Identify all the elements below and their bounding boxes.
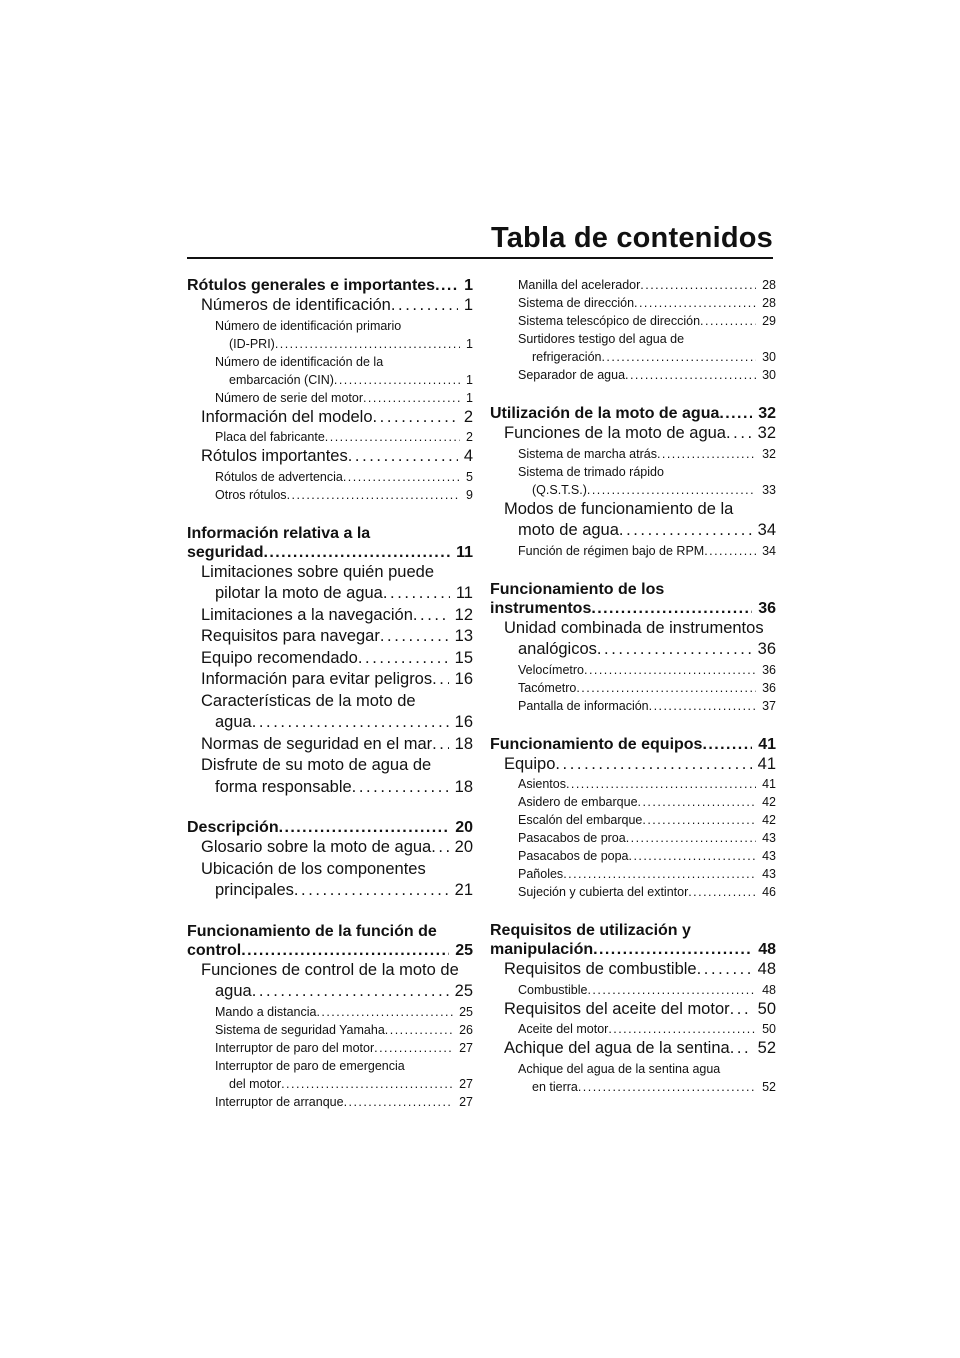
toc-entry-level-3[interactable] xyxy=(490,294,776,312)
toc-entry-text: Limitaciones a la navegación xyxy=(201,605,413,624)
toc-entry-page: 36 xyxy=(762,662,776,677)
toc-entry-page: 25 xyxy=(455,941,473,959)
toc-entry-text: Requisitos de utilización y xyxy=(490,922,691,939)
toc-entry-text: Equipo recomendado xyxy=(201,648,358,667)
dot-leader xyxy=(642,811,756,829)
toc-entry-text: Surtidores testigo del agua de xyxy=(518,332,685,346)
toc-entry-level-3[interactable] xyxy=(490,463,776,499)
dot-leader xyxy=(380,626,449,648)
toc-entry-text: en tierra xyxy=(532,1079,578,1094)
toc-entry-level-2[interactable] xyxy=(187,837,473,859)
toc-entry-text: Requisitos de combustible xyxy=(504,960,697,978)
dot-leader xyxy=(275,335,460,353)
toc-column-left xyxy=(187,276,473,1111)
toc-entry-text: Pañoles xyxy=(518,867,564,881)
toc-entry-level-3[interactable] xyxy=(187,486,473,504)
toc-entry-text: Requisitos para navegar xyxy=(201,627,380,645)
toc-entry-level-2[interactable] xyxy=(490,959,776,981)
toc-entry-level-1[interactable] xyxy=(490,921,776,959)
toc-entry-page: 48 xyxy=(758,941,776,958)
toc-entry-level-1[interactable] xyxy=(187,922,473,960)
dot-leader xyxy=(334,371,460,389)
toc-entry-level-3[interactable] xyxy=(187,428,473,446)
toc-entry-level-2[interactable] xyxy=(187,605,473,627)
toc-entry-page: 28 xyxy=(762,296,776,310)
toc-entry-page: 26 xyxy=(459,1022,473,1037)
toc-entry-text: Achique del agua de la sentina xyxy=(504,1039,730,1057)
toc-entry-level-3[interactable] xyxy=(490,793,776,811)
dot-leader xyxy=(563,865,756,883)
toc-entry-page: 15 xyxy=(454,648,473,667)
toc-entry-level-2[interactable] xyxy=(490,999,776,1021)
dot-leader xyxy=(279,818,450,837)
toc-entry-level-3[interactable] xyxy=(490,811,776,829)
toc-entry-page: 36 xyxy=(762,680,776,695)
toc-entry-page: 34 xyxy=(762,543,776,558)
toc-entry-level-3[interactable] xyxy=(490,312,776,330)
toc-entry-text: analógicos xyxy=(518,640,597,658)
dot-leader xyxy=(294,880,449,902)
toc-entry-page: 41 xyxy=(757,754,776,773)
toc-entry-level-2[interactable] xyxy=(187,407,473,429)
toc-entry-text: Aceite del motor xyxy=(518,1022,609,1036)
toc-entry-text: Número de serie del motor xyxy=(215,390,363,405)
toc-entry-text: control xyxy=(187,941,242,959)
toc-entry-level-2[interactable] xyxy=(187,562,473,605)
toc-entry-text: agua xyxy=(215,982,252,1000)
toc-entry-page: 9 xyxy=(466,487,473,502)
toc-entry-page: 43 xyxy=(762,867,776,881)
toc-entry-page: 43 xyxy=(762,831,776,845)
dot-leader xyxy=(578,1078,756,1096)
toc-entry-level-3[interactable] xyxy=(187,468,473,486)
toc-entry-page: 52 xyxy=(757,1039,776,1057)
section-gap xyxy=(490,715,776,735)
toc-entry-level-2[interactable] xyxy=(187,446,473,468)
toc-entry-page: 43 xyxy=(762,849,776,863)
toc-entry-level-2[interactable] xyxy=(187,734,473,756)
toc-entry-page: 46 xyxy=(762,885,776,899)
toc-entry-level-3[interactable] xyxy=(490,1020,776,1038)
toc-entry-text: Funcionamiento de la función de xyxy=(187,922,437,940)
dot-leader xyxy=(657,445,756,463)
toc-entry-level-3[interactable] xyxy=(490,697,776,715)
dot-leader xyxy=(626,829,756,847)
title-rule xyxy=(187,257,773,259)
dot-leader xyxy=(432,734,449,756)
dot-leader xyxy=(649,697,756,715)
toc-entry-page: 1 xyxy=(463,296,473,314)
toc-entry-text: Pasacabos de popa xyxy=(518,849,629,863)
toc-entry-page: 34 xyxy=(757,521,776,539)
dot-leader xyxy=(591,599,752,618)
toc-entry-text: Escalón del embarque xyxy=(518,813,643,827)
toc-entry-page: 29 xyxy=(762,314,776,328)
dot-leader xyxy=(593,940,752,959)
toc-entry-level-2[interactable] xyxy=(187,859,473,902)
toc-entry-text: Asidero de embarque xyxy=(518,795,638,809)
toc-entry-text: moto de agua xyxy=(518,521,619,539)
dot-leader xyxy=(625,366,756,384)
toc-entry-text: Función de régimen bajo de RPM xyxy=(518,543,705,558)
section-gap xyxy=(187,504,473,524)
toc-entry-level-2[interactable] xyxy=(187,648,473,670)
toc-entry-page: 36 xyxy=(757,640,776,658)
toc-entry-text: Modos de funcionamiento de la xyxy=(504,499,734,518)
toc-entry-level-3[interactable] xyxy=(187,389,473,407)
toc-entry-level-3[interactable] xyxy=(490,829,776,847)
toc-entry-text: Asientos xyxy=(518,777,566,791)
toc-entry-text: Funciones de la moto de agua xyxy=(504,424,726,442)
toc-entry-level-3[interactable] xyxy=(490,775,776,793)
toc-entry-page: 37 xyxy=(762,698,776,713)
toc-entry-text: Pantalla de información xyxy=(518,698,649,713)
dot-leader xyxy=(587,981,756,999)
toc-entry-text: Información del modelo xyxy=(201,407,373,426)
toc-entry-text: principales xyxy=(215,881,294,899)
dot-leader xyxy=(608,1020,756,1038)
toc-entry-level-3[interactable] xyxy=(490,883,776,901)
dot-leader xyxy=(700,312,756,330)
toc-entry-level-2[interactable] xyxy=(187,626,473,648)
dot-leader xyxy=(730,999,752,1021)
toc-entry-page: 30 xyxy=(762,350,776,364)
dot-leader xyxy=(566,775,756,793)
toc-entry-page: 2 xyxy=(463,407,473,426)
dot-leader xyxy=(263,543,450,562)
toc-entry-page: 21 xyxy=(454,881,473,899)
toc-entry-level-3[interactable] xyxy=(187,1003,473,1021)
toc-entry-page: 36 xyxy=(758,599,776,617)
toc-entry-text: Otros rótulos xyxy=(215,487,287,502)
section-gap xyxy=(490,901,776,921)
toc-entry-text: Velocímetro xyxy=(518,662,585,677)
toc-entry-level-2[interactable] xyxy=(490,618,776,661)
toc-entry-level-3[interactable] xyxy=(187,1021,473,1039)
toc-entry-page: 16 xyxy=(454,670,473,688)
toc-entry-level-3[interactable] xyxy=(490,847,776,865)
toc-entry-text: Unidad combinada de instrumentos xyxy=(504,618,764,637)
dot-leader xyxy=(383,583,450,605)
toc-entry-page: 18 xyxy=(454,734,473,753)
dot-leader xyxy=(325,428,460,446)
dot-leader xyxy=(358,648,449,670)
dot-leader xyxy=(634,294,756,312)
dot-leader xyxy=(374,1039,453,1057)
toc-entry-page: 1 xyxy=(466,372,473,387)
dot-leader xyxy=(688,883,756,901)
toc-entry-page: 48 xyxy=(757,960,776,978)
toc-entry-text: Información para evitar peligros xyxy=(201,670,433,688)
dot-leader xyxy=(640,276,756,294)
toc-entry-page: 20 xyxy=(454,838,473,856)
toc-entry-page: 27 xyxy=(459,1076,473,1091)
dot-leader xyxy=(432,669,449,691)
dot-leader xyxy=(638,793,757,811)
toc-entry-level-1[interactable] xyxy=(187,276,473,295)
toc-entry-page: 1 xyxy=(466,336,473,351)
toc-entry-text: Interruptor de arranque xyxy=(215,1094,344,1109)
toc-entry-level-3[interactable] xyxy=(490,661,776,679)
toc-entry-level-2[interactable] xyxy=(187,295,473,317)
toc-entry-page: 32 xyxy=(758,405,776,422)
dot-leader xyxy=(555,754,751,776)
dot-leader xyxy=(702,735,752,754)
toc-entry-level-1[interactable] xyxy=(490,580,776,618)
dot-leader xyxy=(385,1021,453,1039)
toc-entry-level-3[interactable] xyxy=(187,1093,473,1111)
toc-entry-text: Separador de agua xyxy=(518,368,626,382)
toc-entry-level-2[interactable] xyxy=(187,960,473,1003)
toc-entry-level-3[interactable] xyxy=(490,865,776,883)
toc-entry-text: Funcionamiento de equipos xyxy=(490,735,703,753)
toc-entry-page: 4 xyxy=(463,447,473,465)
toc-entry-level-2[interactable] xyxy=(490,499,776,542)
dot-leader xyxy=(704,542,756,560)
toc-column-right xyxy=(490,276,776,1096)
toc-entry-text: Sistema de trimado rápido xyxy=(518,464,664,479)
toc-entry-page: 20 xyxy=(455,819,473,836)
toc-entry-text: Equipo xyxy=(504,754,556,773)
toc-entry-level-1[interactable] xyxy=(187,818,473,837)
toc-entry-text: embarcación (CIN) xyxy=(229,372,334,387)
toc-entry-page: 30 xyxy=(762,368,776,382)
toc-entry-level-2[interactable] xyxy=(490,754,776,776)
dot-leader xyxy=(391,295,458,317)
toc-entry-level-3[interactable] xyxy=(490,445,776,463)
section-gap xyxy=(490,384,776,404)
toc-entry-text: Sistema de seguridad Yamaha xyxy=(215,1022,385,1037)
dot-leader xyxy=(344,1093,454,1111)
toc-entry-page: 52 xyxy=(762,1079,776,1094)
toc-entry-text: agua xyxy=(215,713,252,731)
toc-entry-level-1[interactable] xyxy=(490,735,776,754)
toc-entry-text: Sistema telescópico de dirección xyxy=(518,314,701,328)
toc-entry-text: Interruptor de paro de emergencia xyxy=(215,1058,405,1073)
dot-leader xyxy=(413,605,449,627)
dot-leader xyxy=(435,276,458,295)
dot-leader xyxy=(316,1003,453,1021)
toc-entry-text: Disfrute de su moto de agua de xyxy=(201,756,432,774)
dot-leader xyxy=(719,404,752,423)
toc-entry-text: Limitaciones sobre quién puede xyxy=(201,562,434,581)
toc-entry-page: 41 xyxy=(758,735,776,753)
toc-entry-text: Pasacabos de proa xyxy=(518,831,626,845)
toc-entry-page: 25 xyxy=(459,1004,473,1019)
toc-entry-level-3[interactable] xyxy=(187,1039,473,1057)
toc-entry-level-3[interactable] xyxy=(490,542,776,560)
section-gap xyxy=(187,902,473,922)
toc-entry-page: 13 xyxy=(454,627,473,645)
dot-leader xyxy=(343,468,460,486)
toc-entry-page: 11 xyxy=(456,543,473,561)
toc-entry-text: Rótulos generales e importantes xyxy=(187,277,436,294)
toc-entry-text: Placa del fabricante xyxy=(215,430,325,444)
toc-entry-page: 27 xyxy=(459,1040,473,1055)
dot-leader xyxy=(348,446,458,468)
toc-entry-text: Funcionamiento de los xyxy=(490,580,665,598)
toc-entry-text: Información relativa a la xyxy=(187,524,371,542)
toc-entry-text: Mando a distancia xyxy=(215,1004,317,1019)
toc-entry-page: 41 xyxy=(762,777,776,791)
dot-leader xyxy=(597,639,752,661)
toc-entry-text: manipulación xyxy=(490,941,594,958)
toc-entry-text: Ubicación de los componentes xyxy=(201,859,426,878)
toc-entry-page: 25 xyxy=(454,982,473,1000)
dot-leader xyxy=(726,423,752,445)
toc-entry-level-3[interactable] xyxy=(187,353,473,389)
toc-entry-level-2[interactable] xyxy=(490,1038,776,1060)
toc-entry-text: Manilla del acelerador xyxy=(518,278,641,292)
dot-leader xyxy=(252,712,449,734)
toc-entry-page: 28 xyxy=(762,278,776,292)
toc-entry-page: 18 xyxy=(454,777,473,796)
dot-leader xyxy=(431,837,448,859)
toc-entry-page: 32 xyxy=(762,446,776,461)
toc-entry-page: 11 xyxy=(455,584,473,602)
toc-entry-level-2[interactable] xyxy=(490,423,776,445)
toc-entry-text: Tacómetro xyxy=(518,680,577,695)
toc-entry-text: Características de la moto de xyxy=(201,691,416,710)
dot-leader xyxy=(252,981,449,1003)
toc-entry-text: Sistema de marcha atrás xyxy=(518,446,657,461)
dot-leader xyxy=(629,847,757,865)
toc-entry-level-1[interactable] xyxy=(490,404,776,423)
toc-entry-text: Requisitos del aceite del motor xyxy=(504,999,730,1018)
toc-entry-text: Utilización de la moto de agua xyxy=(490,405,720,422)
toc-entry-level-1[interactable] xyxy=(187,524,473,562)
toc-entry-level-3[interactable] xyxy=(490,981,776,999)
toc-entry-level-3[interactable] xyxy=(490,679,776,697)
toc-entry-page: 1 xyxy=(466,390,473,405)
dot-leader xyxy=(697,959,752,981)
toc-entry-page: 12 xyxy=(454,605,473,624)
toc-entry-level-3[interactable] xyxy=(490,1060,776,1096)
toc-entry-text: (ID-PRI) xyxy=(229,336,275,351)
toc-entry-text: Descripción xyxy=(187,819,279,836)
toc-entry-page: 50 xyxy=(762,1022,776,1036)
toc-entry-text: Sistema de dirección xyxy=(518,296,635,310)
page-title: Tabla de contenidos xyxy=(490,222,773,254)
dot-leader xyxy=(281,1075,453,1093)
dot-leader xyxy=(576,679,756,697)
toc-entry-level-3[interactable] xyxy=(490,330,776,366)
toc-entry-page: 1 xyxy=(464,277,473,294)
dot-leader xyxy=(584,661,756,679)
toc-entry-level-2[interactable] xyxy=(187,669,473,691)
toc-entry-page: 50 xyxy=(757,999,776,1018)
toc-entry-text: del motor xyxy=(229,1076,282,1091)
toc-entry-text: forma responsable xyxy=(215,777,352,796)
dot-leader xyxy=(619,520,752,542)
dot-leader xyxy=(730,1038,752,1060)
toc-entry-page: 16 xyxy=(454,713,473,731)
toc-entry-level-2[interactable] xyxy=(187,755,473,798)
toc-entry-text: (Q.S.T.S.) xyxy=(532,482,587,497)
dot-leader xyxy=(241,941,449,960)
toc-entry-text: Glosario sobre la moto de agua xyxy=(201,838,432,856)
toc-entry-text: Rótulos de advertencia xyxy=(215,469,343,484)
toc-entry-text: Normas de seguridad en el mar xyxy=(201,734,433,753)
toc-entry-text: Achique del agua de la sentina agua xyxy=(518,1061,721,1076)
toc-entry-level-3[interactable] xyxy=(187,1057,473,1093)
toc-entry-text: Combustible xyxy=(518,982,588,997)
toc-entry-text: Números de identificación xyxy=(201,296,391,314)
dot-leader xyxy=(352,777,449,799)
toc-entry-page: 33 xyxy=(762,482,776,497)
toc-entry-level-2[interactable] xyxy=(187,691,473,734)
toc-entry-page: 48 xyxy=(762,982,776,997)
toc-entry-text: Interruptor de paro del motor xyxy=(215,1040,375,1055)
dot-leader xyxy=(373,407,458,429)
section-gap xyxy=(490,560,776,580)
toc-entry-page: 27 xyxy=(459,1094,473,1109)
toc-entry-text: seguridad xyxy=(187,543,264,561)
toc-entry-text: instrumentos xyxy=(490,599,592,617)
dot-leader xyxy=(587,481,756,499)
toc-entry-text: Sujeción y cubierta del extintor xyxy=(518,885,689,899)
toc-entry-text: pilotar la moto de agua xyxy=(215,584,383,602)
toc-entry-text: refrigeración xyxy=(532,350,602,364)
toc-entry-text: Número de identificación de la xyxy=(215,354,384,369)
toc-entry-page: 2 xyxy=(466,430,473,444)
toc-entry-page: 32 xyxy=(757,424,776,442)
toc-entry-page: 42 xyxy=(762,813,776,827)
toc-entry-level-3[interactable] xyxy=(187,317,473,353)
toc-entry-text: Funciones de control de la moto de xyxy=(201,960,459,979)
toc-entry-text: Número de identificación primario xyxy=(215,318,402,333)
dot-leader xyxy=(601,348,756,366)
toc-entry-level-3[interactable] xyxy=(490,366,776,384)
toc-entry-page: 42 xyxy=(762,795,776,809)
toc-entry-level-3[interactable] xyxy=(490,276,776,294)
toc-entry-text: Rótulos importantes xyxy=(201,447,348,465)
toc-entry-page: 5 xyxy=(466,469,473,484)
section-gap xyxy=(187,798,473,818)
dot-leader xyxy=(363,389,460,407)
dot-leader xyxy=(287,486,460,504)
